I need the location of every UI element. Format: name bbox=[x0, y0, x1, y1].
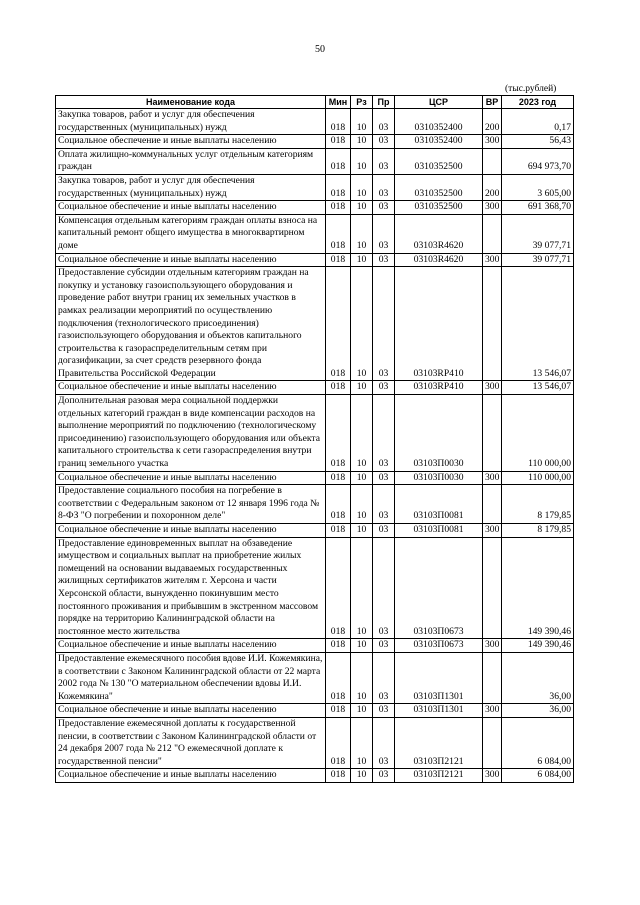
cell-name: Предоставление ежемесячной доплаты к государственной пенсии, в соответствии с Законом Калининградской области от 24 декабря 2007 года № 212 "О ежемесячной доплате к государственной пенсии" bbox=[56, 717, 326, 768]
cell-vr: 300 bbox=[483, 769, 502, 783]
cell-csr: 03103П0673 bbox=[395, 537, 483, 639]
cell-csr: 03103П1301 bbox=[395, 652, 483, 703]
cell-rz: 10 bbox=[351, 704, 373, 718]
cell-amount: 13 546,07 bbox=[502, 267, 574, 381]
cell-min: 018 bbox=[326, 537, 351, 639]
header-min: Мин bbox=[326, 96, 351, 109]
cell-rz: 10 bbox=[351, 485, 373, 524]
cell-min: 018 bbox=[326, 717, 351, 768]
cell-vr: 300 bbox=[483, 471, 502, 485]
cell-vr: 300 bbox=[483, 201, 502, 215]
cell-name: Компенсация отдельным категориям граждан оплаты взноса на капитальный ремонт общего имущества в многоквартирном доме bbox=[56, 214, 326, 253]
cell-vr bbox=[483, 485, 502, 524]
cell-min: 018 bbox=[326, 135, 351, 149]
cell-csr: 03103П0081 bbox=[395, 485, 483, 524]
cell-vr: 200 bbox=[483, 174, 502, 200]
cell-name: Социальное обеспечение и иные выплаты населению bbox=[56, 381, 326, 395]
table-row bbox=[56, 704, 574, 718]
cell-rz: 10 bbox=[351, 652, 373, 703]
cell-pr: 03 bbox=[373, 109, 395, 135]
cell-min: 018 bbox=[326, 485, 351, 524]
cell-vr: 200 bbox=[483, 109, 502, 135]
cell-pr: 03 bbox=[373, 639, 395, 653]
cell-name: Социальное обеспечение и иные выплаты населению bbox=[56, 135, 326, 149]
cell-rz: 10 bbox=[351, 537, 373, 639]
cell-pr: 03 bbox=[373, 201, 395, 215]
cell-amount: 149 390,46 bbox=[502, 639, 574, 653]
cell-pr: 03 bbox=[373, 471, 395, 485]
cell-min: 018 bbox=[326, 174, 351, 200]
cell-min: 018 bbox=[326, 109, 351, 135]
table-row bbox=[56, 652, 574, 703]
cell-pr: 03 bbox=[373, 524, 395, 538]
cell-rz: 10 bbox=[351, 395, 373, 472]
cell-csr: 03103П2121 bbox=[395, 717, 483, 768]
cell-amount: 36,00 bbox=[502, 652, 574, 703]
table-header-row bbox=[56, 96, 574, 109]
table-row bbox=[56, 485, 574, 524]
cell-rz: 10 bbox=[351, 717, 373, 768]
cell-amount: 39 077,71 bbox=[502, 214, 574, 253]
cell-csr: 0310352400 bbox=[395, 109, 483, 135]
cell-name: Закупка товаров, работ и услуг для обеспечения государственных (муниципальных) нужд bbox=[56, 109, 326, 135]
header-name: Наименование кода bbox=[56, 96, 326, 109]
cell-csr: 0310352500 bbox=[395, 174, 483, 200]
table-row bbox=[56, 395, 574, 472]
cell-vr bbox=[483, 652, 502, 703]
units-label: (тыс.рублей) bbox=[505, 84, 557, 94]
cell-min: 018 bbox=[326, 639, 351, 653]
cell-name: Дополнительная разовая мера социальной поддержки отдельных категорий граждан в виде компенсации расходов на выполнение мероприятий по подключению (технологическому присоединению) газоиспользующего оборудования или объекта капитального строительства к сети газораспределения внутри границ земельного участка bbox=[56, 395, 326, 472]
cell-min: 018 bbox=[326, 652, 351, 703]
table-row bbox=[56, 524, 574, 538]
cell-name: Закупка товаров, работ и услуг для обеспечения государственных (муниципальных) нужд bbox=[56, 174, 326, 200]
cell-rz: 10 bbox=[351, 174, 373, 200]
cell-amount: 694 973,70 bbox=[502, 148, 574, 174]
cell-min: 018 bbox=[326, 214, 351, 253]
cell-name: Социальное обеспечение и иные выплаты населению bbox=[56, 769, 326, 783]
cell-name: Социальное обеспечение и иные выплаты населению bbox=[56, 639, 326, 653]
cell-pr: 03 bbox=[373, 395, 395, 472]
cell-rz: 10 bbox=[351, 267, 373, 381]
cell-pr: 03 bbox=[373, 174, 395, 200]
cell-pr: 03 bbox=[373, 717, 395, 768]
cell-rz: 10 bbox=[351, 471, 373, 485]
cell-name: Предоставление социального пособия на погребение в соответствии с Федеральным законом от 12 января 1996 года № 8-ФЗ "О погребении и похоронном деле" bbox=[56, 485, 326, 524]
cell-pr: 03 bbox=[373, 135, 395, 149]
cell-amount: 3 605,00 bbox=[502, 174, 574, 200]
table-row bbox=[56, 471, 574, 485]
cell-pr: 03 bbox=[373, 485, 395, 524]
cell-min: 018 bbox=[326, 524, 351, 538]
cell-pr: 03 bbox=[373, 214, 395, 253]
table-row bbox=[56, 537, 574, 639]
cell-csr: 03103П2121 bbox=[395, 769, 483, 783]
cell-min: 018 bbox=[326, 395, 351, 472]
cell-vr: 300 bbox=[483, 381, 502, 395]
cell-csr: 03103П0081 bbox=[395, 524, 483, 538]
header-rz: Рз bbox=[351, 96, 373, 109]
cell-vr: 300 bbox=[483, 135, 502, 149]
cell-amount: 149 390,46 bbox=[502, 537, 574, 639]
header-year: 2023 год bbox=[502, 96, 574, 109]
table-row bbox=[56, 253, 574, 267]
table-row bbox=[56, 769, 574, 783]
cell-rz: 10 bbox=[351, 148, 373, 174]
cell-csr: 0310352400 bbox=[395, 135, 483, 149]
header-csr: ЦСР bbox=[395, 96, 483, 109]
cell-name: Предоставление единовременных выплат на обзаведение имуществом и социальных выплат на приобретение жилых помещений на основании выдаваемых государственных жилищных сертификатов жителям г. Херсона и части Херсонской области, вынужденно покинувшим место постоянного проживания и прибывшим в экстренном массовом порядке на территорию Калининградской области на постоянное место жительства bbox=[56, 537, 326, 639]
table-body bbox=[56, 109, 574, 783]
table-row bbox=[56, 214, 574, 253]
cell-pr: 03 bbox=[373, 148, 395, 174]
table-row bbox=[56, 639, 574, 653]
cell-rz: 10 bbox=[351, 639, 373, 653]
cell-min: 018 bbox=[326, 704, 351, 718]
cell-pr: 03 bbox=[373, 267, 395, 381]
cell-vr: 300 bbox=[483, 253, 502, 267]
cell-amount: 36,00 bbox=[502, 704, 574, 718]
cell-rz: 10 bbox=[351, 201, 373, 215]
cell-vr: 300 bbox=[483, 704, 502, 718]
cell-name: Социальное обеспечение и иные выплаты населению bbox=[56, 253, 326, 267]
table-row bbox=[56, 109, 574, 135]
cell-name: Предоставление субсидии отдельным категориям граждан на покупку и установку газоиспользующего оборудования и проведение работ внутри границ их земельных участков в рамках реализации мероприятий по осуществлению подключения (технологического присоединения) газоиспользующего оборудования и объектов капитального строительства к газораспределительным сетям при догазификации, за счет средств резервного фонда Правительства Российской Федерации bbox=[56, 267, 326, 381]
cell-amount: 8 179,85 bbox=[502, 485, 574, 524]
cell-csr: 0310352500 bbox=[395, 148, 483, 174]
cell-vr bbox=[483, 214, 502, 253]
cell-name: Социальное обеспечение и иные выплаты населению bbox=[56, 704, 326, 718]
cell-csr: 03103П1301 bbox=[395, 704, 483, 718]
cell-pr: 03 bbox=[373, 537, 395, 639]
cell-csr: 03103П0030 bbox=[395, 471, 483, 485]
cell-min: 018 bbox=[326, 148, 351, 174]
cell-rz: 10 bbox=[351, 214, 373, 253]
cell-amount: 13 546,07 bbox=[502, 381, 574, 395]
table-row bbox=[56, 201, 574, 215]
cell-name: Социальное обеспечение и иные выплаты населению bbox=[56, 471, 326, 485]
table-row bbox=[56, 381, 574, 395]
cell-amount: 691 368,70 bbox=[502, 201, 574, 215]
cell-vr: 300 bbox=[483, 524, 502, 538]
cell-pr: 03 bbox=[373, 704, 395, 718]
cell-csr: 03103R4620 bbox=[395, 214, 483, 253]
table-row bbox=[56, 148, 574, 174]
cell-amount: 39 077,71 bbox=[502, 253, 574, 267]
cell-vr bbox=[483, 395, 502, 472]
cell-pr: 03 bbox=[373, 381, 395, 395]
cell-min: 018 bbox=[326, 201, 351, 215]
cell-vr bbox=[483, 148, 502, 174]
cell-amount: 110 000,00 bbox=[502, 395, 574, 472]
cell-rz: 10 bbox=[351, 253, 373, 267]
table-row bbox=[56, 717, 574, 768]
cell-rz: 10 bbox=[351, 769, 373, 783]
cell-min: 018 bbox=[326, 769, 351, 783]
cell-name: Социальное обеспечение и иные выплаты населению bbox=[56, 201, 326, 215]
table-row bbox=[56, 135, 574, 149]
cell-amount: 6 084,00 bbox=[502, 769, 574, 783]
cell-rz: 10 bbox=[351, 381, 373, 395]
cell-csr: 03103П0030 bbox=[395, 395, 483, 472]
cell-rz: 10 bbox=[351, 109, 373, 135]
cell-amount: 6 084,00 bbox=[502, 717, 574, 768]
cell-vr bbox=[483, 717, 502, 768]
header-pr: Пр bbox=[373, 96, 395, 109]
cell-min: 018 bbox=[326, 471, 351, 485]
cell-name: Социальное обеспечение и иные выплаты населению bbox=[56, 524, 326, 538]
cell-vr: 300 bbox=[483, 639, 502, 653]
cell-amount: 56,43 bbox=[502, 135, 574, 149]
header-vr: ВР bbox=[483, 96, 502, 109]
cell-vr bbox=[483, 537, 502, 639]
cell-min: 018 bbox=[326, 381, 351, 395]
page-number: 50 bbox=[315, 44, 325, 55]
cell-min: 018 bbox=[326, 267, 351, 381]
budget-table bbox=[55, 95, 574, 783]
cell-rz: 10 bbox=[351, 524, 373, 538]
cell-pr: 03 bbox=[373, 253, 395, 267]
cell-csr: 0310352500 bbox=[395, 201, 483, 215]
cell-amount: 0,17 bbox=[502, 109, 574, 135]
cell-pr: 03 bbox=[373, 769, 395, 783]
table-row bbox=[56, 174, 574, 200]
cell-min: 018 bbox=[326, 253, 351, 267]
cell-csr: 03103П0673 bbox=[395, 639, 483, 653]
cell-amount: 8 179,85 bbox=[502, 524, 574, 538]
cell-vr bbox=[483, 267, 502, 381]
cell-pr: 03 bbox=[373, 652, 395, 703]
cell-name: Оплата жилищно-коммунальных услуг отдельным категориям граждан bbox=[56, 148, 326, 174]
cell-csr: 03103RP410 bbox=[395, 267, 483, 381]
cell-amount: 110 000,00 bbox=[502, 471, 574, 485]
cell-name: Предоставление ежемесячного пособия вдове И.И. Кожемякина, в соответствии с Законом Калининградской области от 22 марта 2002 года № 130 "О материальном обеспечении вдовы И.И. Кожемякина" bbox=[56, 652, 326, 703]
table-row bbox=[56, 267, 574, 381]
cell-csr: 03103RP410 bbox=[395, 381, 483, 395]
cell-csr: 03103R4620 bbox=[395, 253, 483, 267]
cell-rz: 10 bbox=[351, 135, 373, 149]
